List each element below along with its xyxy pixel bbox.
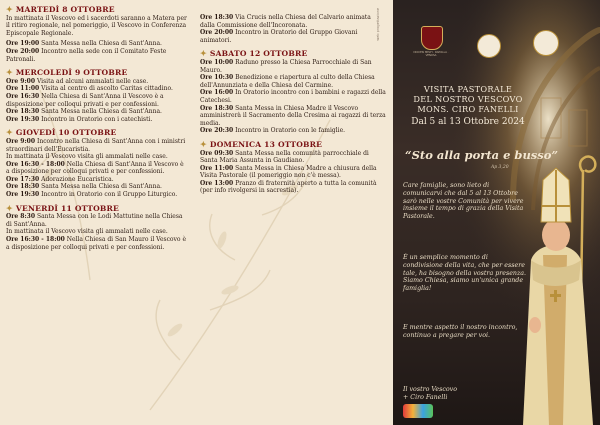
entry-time: Ore 16:30 - 18:00 [6, 160, 65, 168]
entry-text: Raduno presso la Chiesa Parrocchiale di San Mauro. [200, 58, 372, 74]
title-line-2: DEL NOSTRO VESCOVO [413, 94, 523, 104]
entry-time: Ore 19:30 [6, 115, 40, 123]
day-label: MARTEDÌ 8 OTTOBRE [15, 5, 115, 14]
day-heading [200, 138, 386, 149]
day-label: VENERDÌ 11 OTTOBRE [15, 203, 119, 213]
signature-line-2: + Ciro Fanelli [403, 394, 448, 401]
schedule-entry [6, 93, 188, 108]
schedule-entry [6, 176, 188, 184]
signature-line-1: Il vostro Vescovo [403, 386, 458, 393]
entry-time: Ore 18:30 [6, 183, 40, 191]
day-heading [200, 50, 386, 58]
message-paragraph: E mentre aspetto il nostro incontro, continuo a pregare per voi. [403, 324, 518, 339]
entry-time: Ore 16:30 [6, 92, 40, 100]
schedule-entry [200, 165, 386, 180]
schedule-entry [6, 108, 188, 116]
entry-time: Ore 20:00 [6, 47, 40, 55]
schedule-column-left [6, 0, 188, 251]
schedule-entry [6, 161, 188, 176]
schedule-entry [6, 153, 188, 161]
entry-time: Ore 17:30 [6, 175, 40, 183]
entry-text: Adorazione Eucaristica. [39, 175, 114, 183]
star-icon: ✦ [6, 4, 13, 14]
schedule-entry [6, 116, 188, 124]
schedule-entry [200, 89, 386, 104]
schedule-entry [6, 183, 188, 191]
schedule-entry [6, 236, 188, 251]
schedule-entry [6, 213, 188, 228]
visit-dates: Dal 5 al 13 Ottobre 2024 [411, 117, 525, 127]
diocese-caption: DIOCESI MELFI · RAPOLLA · VENOSA [413, 51, 449, 57]
entry-text: Via Crucis nella Chiesa del Calvario animata dalla Commissione dell'Incoronata. [200, 14, 371, 29]
entry-text: Incontro in Oratorio con i catechisti. [39, 115, 153, 123]
entry-text: Nella Chiesa di Sant'Anna il Vescovo è a disposizione per colloqui privati e per confessioni. [6, 92, 164, 108]
schedule-entry [200, 150, 386, 165]
day-label: GIOVEDÌ 10 OTTOBRE [15, 128, 117, 138]
day-heading [6, 69, 188, 77]
motto-reference: Ap 3,20 [491, 165, 509, 170]
day-heading [6, 202, 188, 213]
entry-text: Nella Chiesa di San Mauro il Vescovo è a disposizione per colloqui privati e per confessioni. [6, 236, 187, 251]
schedule-entry [6, 48, 188, 63]
entry-text: Santa Messa nella Chiesa di Sant'Anna. [39, 40, 162, 48]
entry-text: Incontro nella sede con il Comitato Feste Patronali. [6, 47, 167, 63]
entry-time: Ore 09:30 [200, 149, 234, 157]
star-icon: ✦ [200, 138, 207, 149]
entry-time: Ore 8:30 [6, 213, 36, 221]
day-label: MERCOLEDÌ 9 OTTOBRE [15, 68, 128, 78]
message-paragraph: Care famiglie, sono lieto di comunicarvi che dal 5 al 13 Ottobre sarò nelle vostre Comunità per vivere insieme il tempo di grazia della Visita Pastorale. [403, 182, 524, 221]
entry-text: Visita al centro di ascolto Caritas cittadino. [39, 85, 173, 93]
entry-time: Ore 18:30 [200, 104, 234, 112]
schedule-entry [200, 29, 386, 44]
entry-text: In mattinata il Vescovo visita gli ammalati nelle case. [6, 153, 168, 161]
schedule-entry [200, 59, 386, 74]
entry-text: Santa Messa nella comunità parrocchiale di Santa Maria Assunta in Gaudiano. [200, 149, 369, 165]
day-label: SABATO 12 OTTOBRE [209, 49, 308, 59]
schedule-entry [6, 138, 188, 153]
schedule-entry [6, 15, 188, 38]
entry-time: Ore 18:30 [200, 14, 234, 21]
entry-time: Ore 13:00 [200, 179, 234, 187]
entry-time: Ore 19:30 [6, 191, 40, 199]
schedule-entry [200, 105, 386, 128]
schedule-entry [200, 74, 386, 89]
entry-time: Ore 10:00 [200, 58, 234, 66]
entry-text: Pranzo di fraternità aperto a tutta la comunità (per info rivolgersi in sacrestia). [200, 179, 377, 195]
title-line-3: MONS. CIRO FANELLI [417, 104, 519, 114]
entry-text: Santa Messa con le Lodi Mattutine nella Chiesa di Sant'Anna. [6, 213, 183, 228]
entry-time: Ore 9:00 [6, 137, 36, 145]
entry-text: Benedizione e riapertura al culto della Chiesa dell'Annunziata e della Chiesa del Carmine. [200, 74, 375, 89]
star-icon: ✦ [6, 202, 13, 213]
entry-time: Ore 11:00 [200, 164, 234, 172]
schedule-entry [6, 85, 188, 93]
entry-text: Incontro nella Chiesa di Sant'Anna con i ministri straordinari dell'Eucaristia. [6, 137, 186, 153]
entry-text: Santa Messa nella Chiesa di Sant'Anna. [39, 108, 162, 116]
day-heading [6, 6, 188, 14]
entry-text: Visita ad alcuni ammalati nelle case. [35, 77, 149, 85]
cover-panel [393, 0, 600, 425]
star-icon: ✦ [6, 127, 13, 138]
entry-time: Ore 19:00 [6, 40, 40, 48]
message-paragraph: È un semplice momento di condivisione della vita, che per essere tale, ha bisogno della vostra presenza. Siamo Chiesa, siamo un'unica grande famiglia! [403, 254, 527, 293]
entry-text: Santa Messa nella Chiesa di Sant'Anna. [39, 183, 162, 191]
schedule-column-right [200, 0, 386, 195]
church-logo-icon [533, 30, 559, 56]
entry-text: Santa Messa in Chiesa Madre a chiusura della Visita Pastorale (il pomeriggio non c'è messa). [200, 164, 377, 180]
star-icon: ✦ [6, 67, 13, 78]
entry-time: Ore 16:00 [200, 89, 234, 97]
entry-text: Nella Chiesa di Sant'Anna il Vescovo è a disposizione per colloqui privati e per confessioni. [6, 160, 184, 176]
diocese-crest-icon [421, 26, 443, 50]
entry-time: Ore 20:00 [200, 29, 234, 37]
entry-time: Ore 11:00 [6, 85, 40, 93]
star-icon: ✦ [200, 48, 207, 59]
entry-text: In mattinata il Vescovo ed i sacerdoti saranno a Matera per il ritiro regionale, nel pomeriggio, il Vescovo in Conferenza Episcopale Regionale. [6, 14, 187, 37]
entry-text: Incontro in Oratorio del Gruppo Giovani animatori. [200, 29, 358, 44]
day-heading [6, 129, 188, 137]
schedule-entry [200, 180, 386, 195]
parish-logo-icon [477, 34, 501, 58]
entry-text: Incontro in Oratorio con le famiglie. [233, 127, 346, 135]
schedule-entry [6, 191, 188, 199]
motto: “Sto alla porta e busso” [405, 148, 559, 162]
entry-text: In mattinata il Vescovo visita gli ammalati nelle case. [6, 228, 168, 236]
entry-text: Santa Messa in Chiesa Madre il Vescovo amministrerà il Sacramento della Cresima ai ragazzi di terza media. [200, 104, 386, 127]
schedule-entry [200, 127, 386, 135]
day-label: DOMENICA 13 OTTOBRE [209, 139, 323, 149]
jubilee-logo-icon [403, 404, 433, 418]
entry-time: Ore 10:30 [200, 74, 234, 82]
title-line-1: VISITA PASTORALE [423, 84, 513, 94]
schedule-entry [6, 40, 188, 48]
entry-time: Ore 9:00 [6, 77, 36, 85]
entry-text: In Oratorio incontro con i bambini e ragazzi della Catechesi. [200, 89, 386, 104]
vertical-credit-text: web progettazione [376, 8, 380, 41]
entry-time: Ore 20:30 [200, 127, 234, 135]
schedule-entry [200, 14, 386, 29]
schedule-entry [6, 228, 188, 236]
entry-text: Incontro in Oratorio con il Gruppo Liturgico. [39, 191, 178, 199]
schedule-entry [6, 78, 188, 86]
entry-time: Ore 16:30 - 18:00 [6, 236, 65, 244]
entry-time: Ore 18:30 [6, 108, 40, 116]
